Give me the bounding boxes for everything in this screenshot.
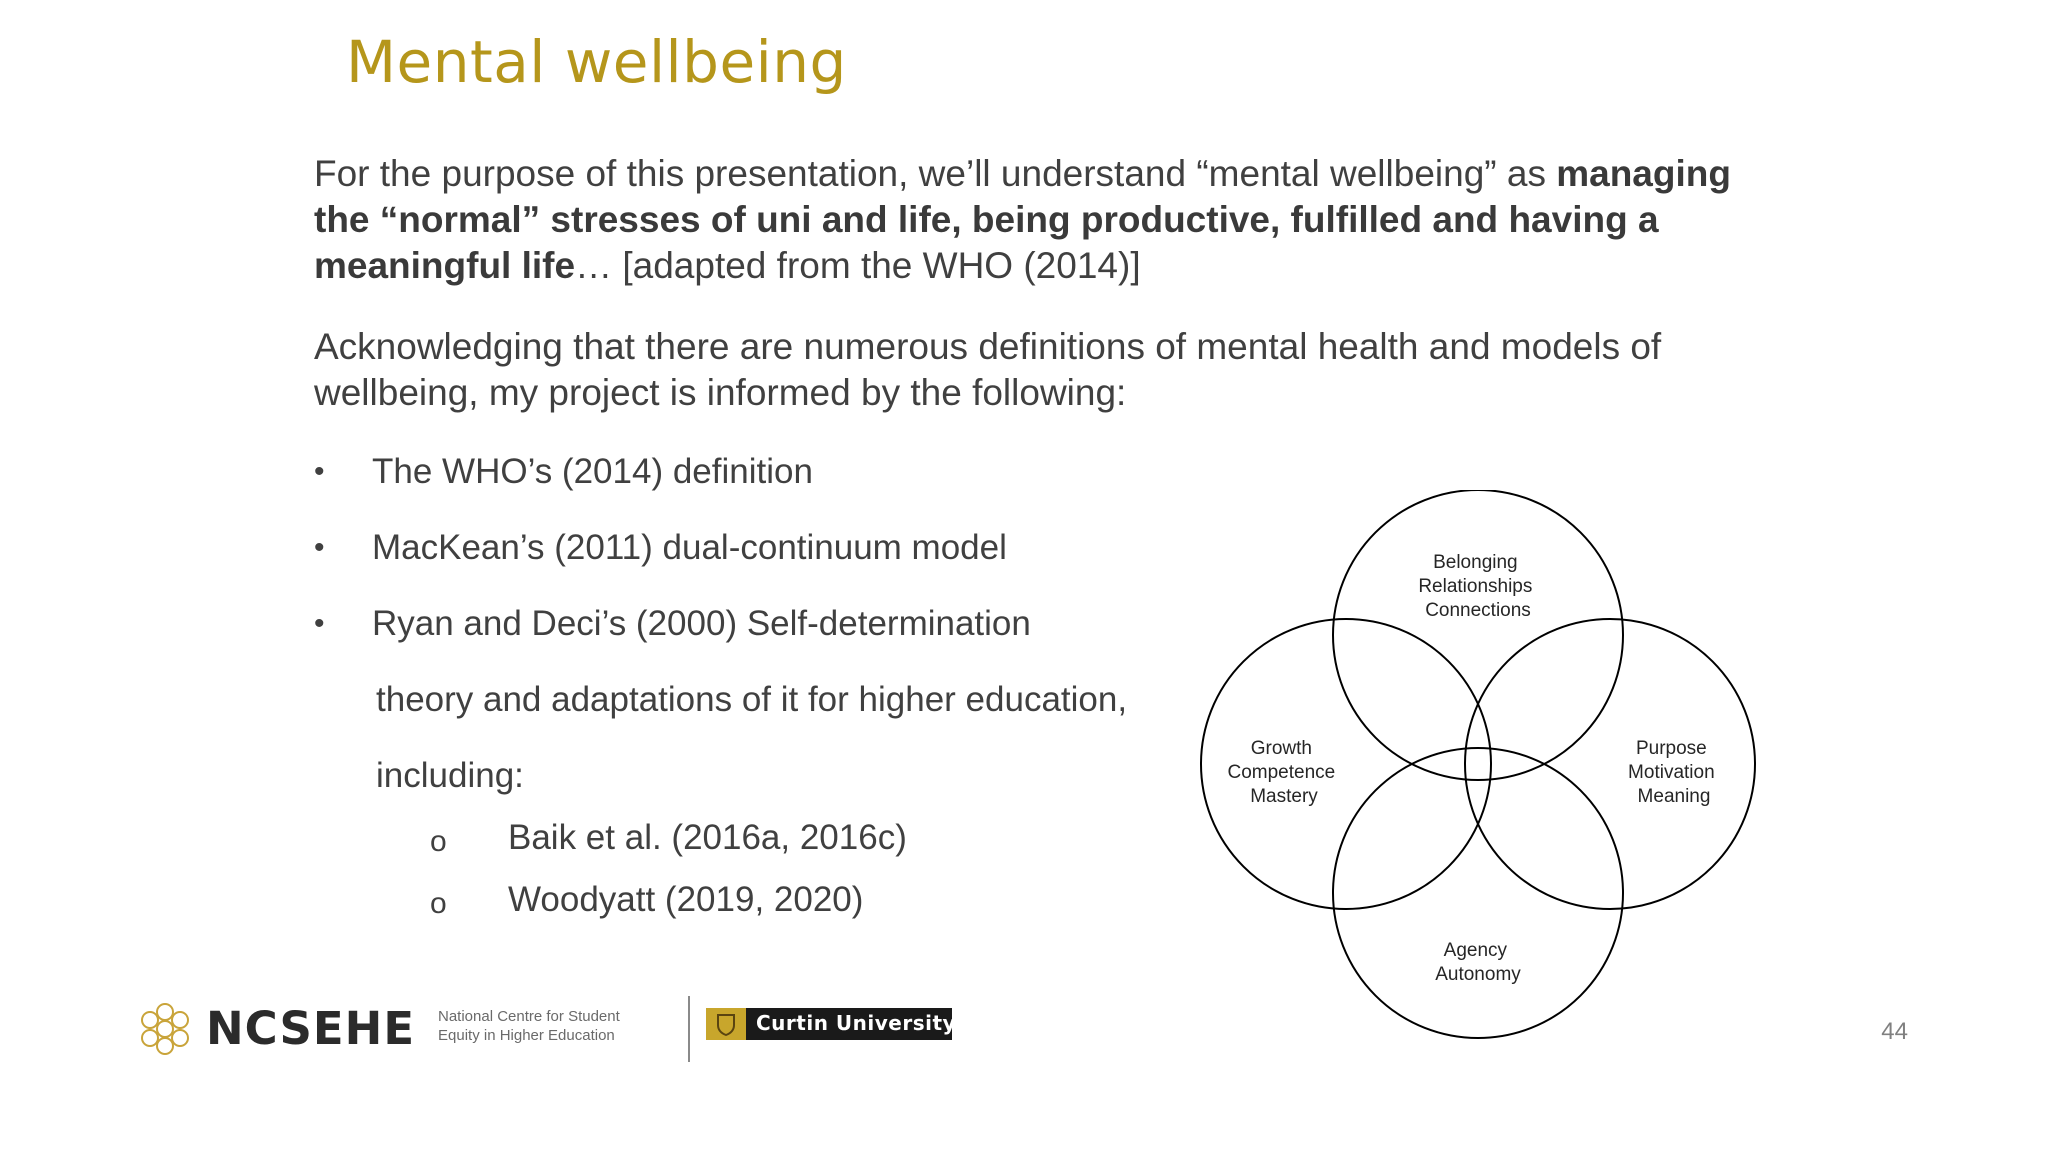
venn-circle-bottom — [1333, 748, 1623, 1038]
bullet-marker: • — [314, 531, 325, 564]
venn-label-right: Purpose Motivation Meaning — [1628, 738, 1715, 807]
list-item: Ryan and Deci’s (2000) Self-determination — [372, 604, 1031, 643]
slide-title: Mental wellbeing — [346, 28, 847, 96]
ncsehe-logo-subtitle: National Centre for Student Equity in Higher Education — [438, 1008, 620, 1044]
curtin-logo-text: Curtin University — [756, 1011, 957, 1035]
ncsehe-logo-icon — [134, 998, 196, 1060]
sub-bullet-marker: o — [430, 825, 447, 858]
definition-paragraph — [314, 151, 1764, 289]
list-item-continuation: including: — [376, 756, 524, 795]
curtin-logo — [706, 1008, 957, 1040]
definition-bold: managing the “normal” stresses of uni and life, being productive, fulfilled and having a meaningful life — [314, 153, 1731, 286]
definition-intro: For the purpose of this presentation, we’ll understand “mental wellbeing” as — [314, 153, 1557, 194]
venn-label-bottom: Agency Autonomy — [1435, 940, 1521, 985]
list-item-continuation: theory and adaptations of it for higher education, — [376, 680, 1128, 719]
curtin-crest-icon — [706, 1008, 746, 1040]
bullet-marker: • — [314, 455, 325, 488]
footer-divider — [688, 996, 690, 1062]
sub-list-item: Woodyatt (2019, 2020) — [508, 880, 864, 919]
acknowledgement-paragraph: Acknowledging that there are numerous definitions of mental health and models of wellbeing, my project is informed by the following: — [314, 326, 1662, 413]
venn-label-top: Belonging Relationships Connections — [1418, 552, 1533, 621]
sub-bullet-marker: o — [430, 887, 447, 920]
list-item: MacKean’s (2011) dual-continuum model — [372, 528, 1007, 567]
venn-circle-top — [1333, 490, 1623, 780]
bullet-marker: • — [314, 607, 325, 640]
ncsehe-logo-text: NCSEHE — [206, 1002, 416, 1055]
footer-logos — [130, 996, 970, 1062]
definition-source: … [adapted from the WHO (2014)] — [575, 245, 1141, 286]
page-number: 44 — [1881, 1018, 1908, 1045]
list-item: The WHO’s (2014) definition — [372, 452, 813, 491]
venn-label-left: Growth Competence Mastery — [1227, 738, 1336, 807]
sub-list-item: Baik et al. (2016a, 2016c) — [508, 818, 907, 857]
wellbeing-venn-diagram — [1188, 490, 1768, 1060]
